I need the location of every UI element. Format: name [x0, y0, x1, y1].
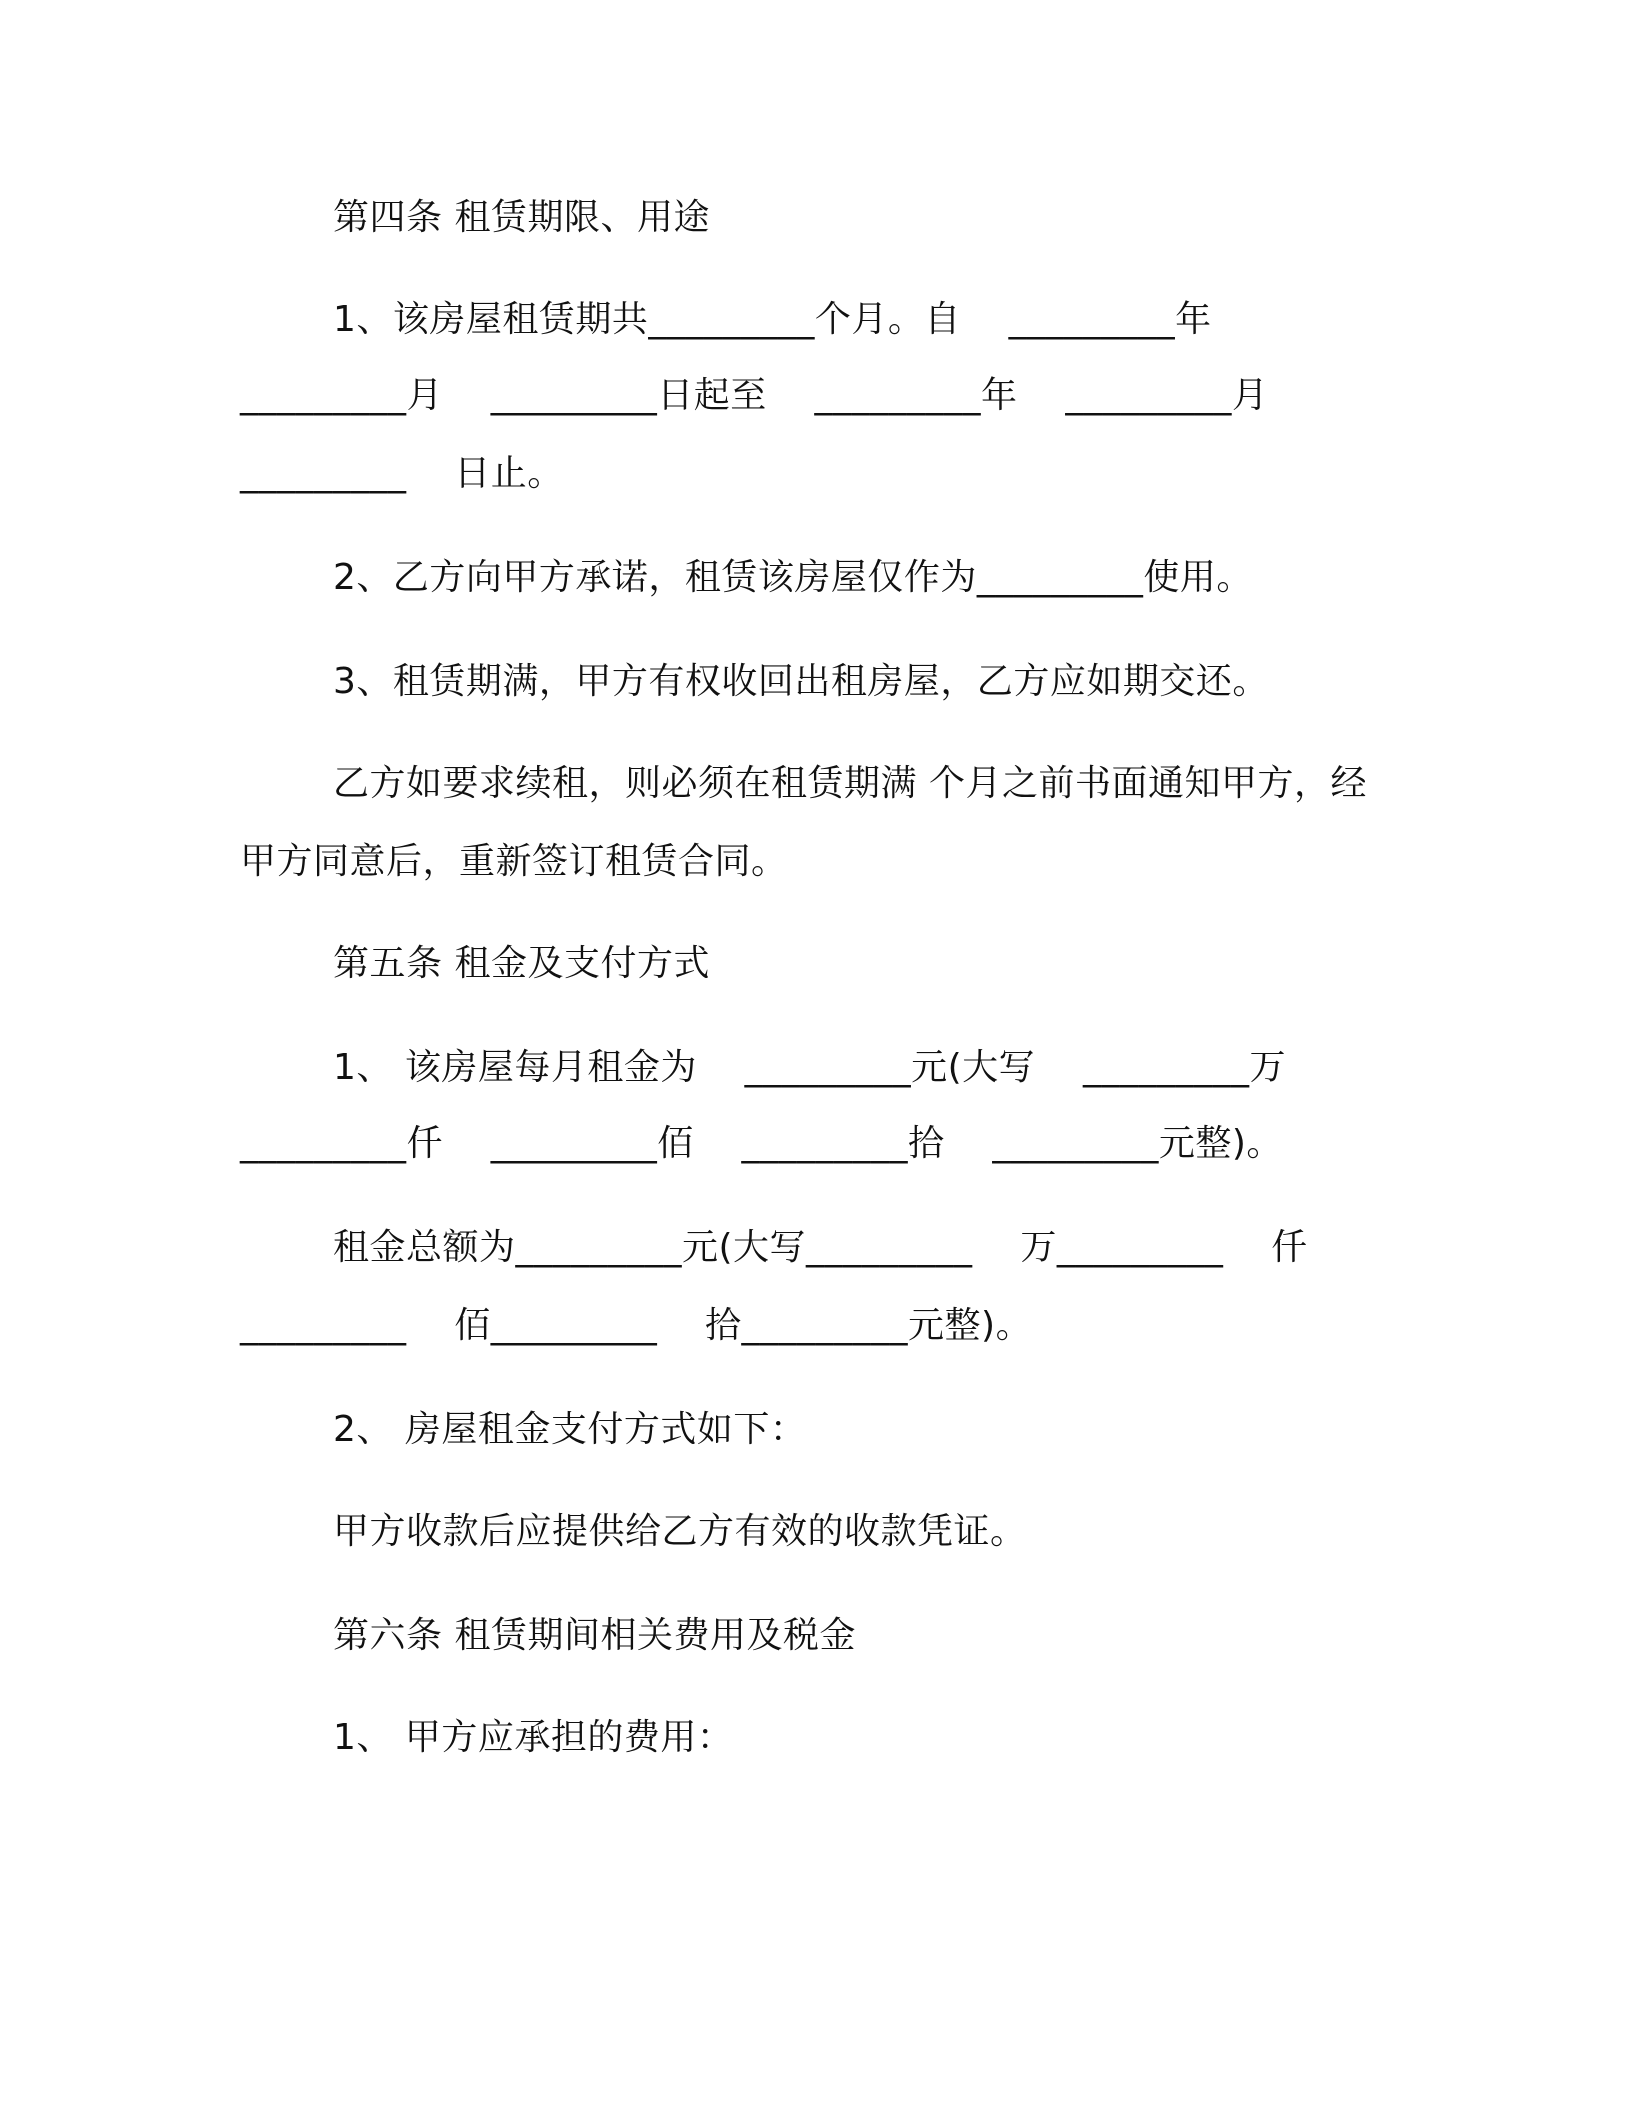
- article5-item1-line1: 1、 该房屋每月租金为 _________元(大写 _________万: [333, 1047, 1286, 1088]
- article5-receipt: 甲方收款后应提供给乙方有效的收款凭证。: [333, 1511, 1027, 1552]
- article5-total-line2: _________ 佰_________ 拾_________元整)。: [240, 1305, 1033, 1346]
- article4-renewal-line2: 甲方同意后，重新签订租赁合同。: [240, 841, 788, 882]
- article4-renewal-line1: 乙方如要求续租，则必须在租赁期满 个月之前书面通知甲方，经: [333, 763, 1367, 804]
- article4-item1-line2: _________月 _________日起至 _________年 _________月: [240, 375, 1269, 416]
- article5-item1-line2: _________仟 _________佰 _________拾 _________元整)。: [240, 1123, 1283, 1164]
- article5-total-line1: 租金总额为_________元(大写_________ 万_________ 仟: [333, 1227, 1308, 1268]
- article4-item1-line1: 1、该房屋租赁期共_________个月。自 _________年: [333, 299, 1212, 340]
- article4-item1-line3: _________ 日止。: [240, 453, 564, 494]
- article5-item2: 2、 房屋租金支付方式如下：: [333, 1409, 807, 1450]
- article4-item2: 2、乙方向甲方承诺，租赁该房屋仅作为_________使用。: [333, 557, 1253, 598]
- article5-heading: 第五条 租金及支付方式: [333, 943, 710, 984]
- article6-heading: 第六条 租赁期间相关费用及税金: [333, 1615, 856, 1656]
- article4-heading: 第四条 租赁期限、用途: [333, 197, 710, 238]
- article6-item1: 1、 甲方应承担的费用：: [333, 1717, 734, 1758]
- article4-item3: 3、租赁期满，甲方有权收回出租房屋，乙方应如期交还。: [333, 661, 1269, 702]
